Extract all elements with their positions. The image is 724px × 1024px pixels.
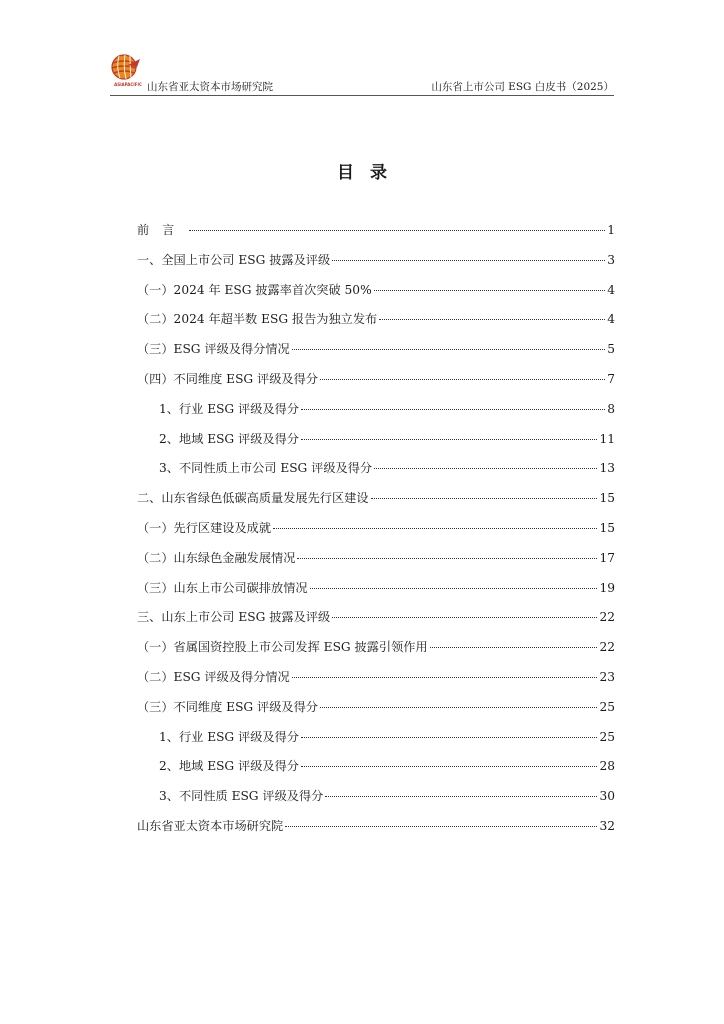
toc-entry-label: 1、行业 ESG 评级及得分 xyxy=(159,401,299,416)
toc-page-number: 30 xyxy=(599,789,615,804)
toc-entry[interactable] xyxy=(137,787,615,817)
toc-page-number: 17 xyxy=(599,550,615,565)
toc-heading: 目录 xyxy=(337,163,403,183)
toc-entry-label: 3、不同性质 ESG 评级及得分 xyxy=(159,789,324,804)
toc-entry[interactable] xyxy=(137,698,615,728)
toc-page-number: 13 xyxy=(599,461,615,476)
toc-dot-leader xyxy=(310,588,598,589)
toc-entry[interactable] xyxy=(137,400,615,430)
toc-page-number: 15 xyxy=(599,520,615,535)
toc-entry-label: （二）2024 年超半数 ESG 报告为独立发布 xyxy=(137,312,378,327)
toc-entry-label: （一）省属国资控股上市公司发挥 ESG 披露引领作用 xyxy=(137,640,428,655)
toc-entry[interactable] xyxy=(137,817,615,847)
toc-entry-label: 山东省亚太资本市场研究院 xyxy=(137,818,284,833)
toc-dot-leader xyxy=(320,707,598,708)
toc-dot-leader xyxy=(297,558,597,559)
toc-page-number: 32 xyxy=(599,818,615,833)
toc-page-number: 19 xyxy=(599,580,615,595)
institute-logo xyxy=(110,53,146,91)
header-rule xyxy=(110,95,614,96)
toc-entry[interactable] xyxy=(137,519,615,549)
organization-name: 山东省亚太资本市场研究院 xyxy=(147,81,273,93)
toc-entry-label: 2、地域 ESG 评级及得分 xyxy=(159,431,299,446)
toc-entry[interactable] xyxy=(137,221,615,251)
toc-dot-leader xyxy=(301,409,605,410)
toc-entry[interactable] xyxy=(137,549,615,579)
document-title: 山东省上市公司 ESG 白皮书（2025） xyxy=(431,81,614,93)
toc-entry-label: （三）不同维度 ESG 评级及得分 xyxy=(137,699,318,714)
toc-entry[interactable] xyxy=(137,281,615,311)
toc-entry[interactable] xyxy=(137,459,615,489)
logo-text: ASIAPACIFIC xyxy=(114,82,142,87)
toc-entry-label: 1、行业 ESG 评级及得分 xyxy=(159,729,299,744)
toc-dot-leader xyxy=(430,647,598,648)
toc-page-number: 4 xyxy=(607,312,615,327)
toc-dot-leader xyxy=(292,677,598,678)
toc-page-number: 25 xyxy=(599,729,615,744)
toc-entry-label: （三）山东上市公司碳排放情况 xyxy=(137,580,308,595)
toc-entry[interactable] xyxy=(137,430,615,460)
toc-entry[interactable] xyxy=(137,608,615,638)
toc-entry-label: 二、山东省绿色低碳高质量发展先行区建设 xyxy=(137,491,369,506)
toc-page-number: 7 xyxy=(607,371,615,386)
toc-entry-label: 前言 xyxy=(137,223,188,237)
toc-dot-leader xyxy=(273,528,597,529)
toc-page-number: 11 xyxy=(599,431,615,446)
toc-dot-leader xyxy=(379,319,605,320)
table-of-contents xyxy=(137,221,615,847)
toc-dot-leader xyxy=(301,439,598,440)
toc-entry-label: （三）ESG 评级及得分情况 xyxy=(137,342,290,357)
toc-entry[interactable] xyxy=(137,668,615,698)
toc-dot-leader xyxy=(325,796,597,797)
toc-dot-leader xyxy=(189,230,605,231)
toc-entry-label: （二）ESG 评级及得分情况 xyxy=(137,669,290,684)
toc-page-number: 22 xyxy=(599,640,615,655)
toc-entry-label: （一）2024 年 ESG 披露率首次突破 50% xyxy=(137,282,372,297)
toc-dot-leader xyxy=(285,826,597,827)
toc-entry[interactable] xyxy=(137,579,615,609)
toc-page-number: 1 xyxy=(607,223,615,237)
toc-page-number: 15 xyxy=(599,491,615,506)
page-header xyxy=(110,50,614,94)
toc-dot-leader xyxy=(332,617,597,618)
toc-dot-leader xyxy=(332,260,605,261)
toc-entry[interactable] xyxy=(137,757,615,787)
toc-entry-label: （一）先行区建设及成就 xyxy=(137,520,272,535)
toc-entry[interactable] xyxy=(137,728,615,758)
toc-dot-leader xyxy=(371,498,598,499)
toc-page-number: 28 xyxy=(599,759,615,774)
toc-dot-leader xyxy=(301,766,598,767)
toc-entry[interactable] xyxy=(137,340,615,370)
toc-entry-label: 2、地域 ESG 评级及得分 xyxy=(159,759,299,774)
toc-page-number: 3 xyxy=(607,252,615,267)
toc-entry-label: （四）不同维度 ESG 评级及得分 xyxy=(137,371,318,386)
toc-page-number: 4 xyxy=(607,282,615,297)
toc-entry-label: 3、不同性质上市公司 ESG 评级及得分 xyxy=(159,461,373,476)
toc-entry[interactable] xyxy=(137,638,615,668)
toc-page-number: 8 xyxy=(607,401,615,416)
toc-entry-label: 一、全国上市公司 ESG 披露及评级 xyxy=(137,252,331,267)
toc-dot-leader xyxy=(320,379,605,380)
toc-page-number: 25 xyxy=(599,699,615,714)
toc-entry[interactable] xyxy=(137,370,615,400)
toc-entry-label: （二）山东绿色金融发展情况 xyxy=(137,550,296,565)
toc-entry-label: 三、山东上市公司 ESG 披露及评级 xyxy=(137,610,331,625)
toc-page-number: 23 xyxy=(599,669,615,684)
toc-dot-leader xyxy=(374,290,606,291)
toc-entry[interactable] xyxy=(137,310,615,340)
toc-entry[interactable] xyxy=(137,489,615,519)
toc-dot-leader xyxy=(292,349,606,350)
toc-page-number: 5 xyxy=(607,342,615,357)
toc-dot-leader xyxy=(374,468,597,469)
toc-page-number: 22 xyxy=(599,610,615,625)
toc-entry[interactable] xyxy=(137,251,615,281)
toc-dot-leader xyxy=(301,737,598,738)
